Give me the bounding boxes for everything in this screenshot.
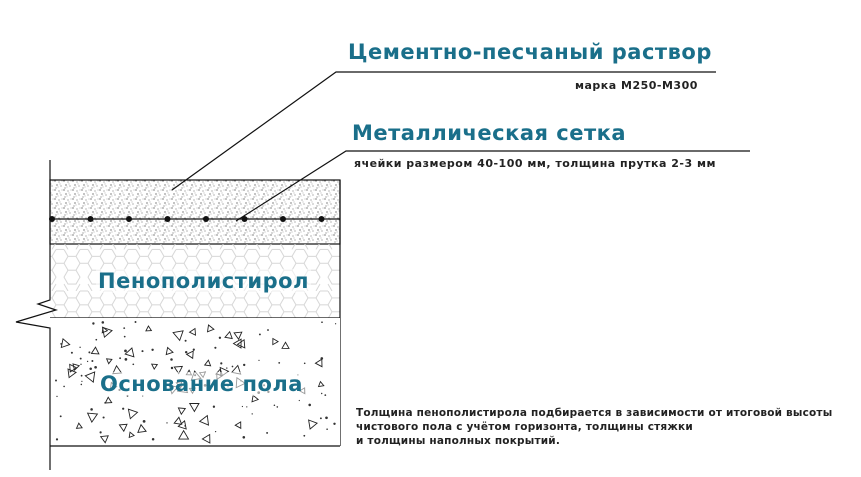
aggregate-dot bbox=[151, 349, 153, 351]
aggregate-dot bbox=[141, 350, 143, 352]
aggregate-dot bbox=[304, 363, 306, 365]
mesh-rod bbox=[165, 216, 171, 222]
note-line: чистового пола с учётом горизонта, толщины стяжки bbox=[356, 421, 693, 433]
aggregate-dot bbox=[320, 357, 323, 360]
aggregate-dot bbox=[71, 352, 73, 354]
aggregate-dot bbox=[123, 327, 125, 329]
aggregate-dot bbox=[213, 406, 215, 408]
aggregate-dot bbox=[89, 368, 92, 371]
mesh-rod bbox=[203, 216, 209, 222]
aggregate-dot bbox=[60, 343, 62, 345]
aggregate-dot bbox=[335, 323, 336, 324]
aggregate-dot bbox=[92, 322, 94, 324]
aggregate-dot bbox=[87, 361, 88, 362]
aggregate-dot bbox=[321, 321, 323, 323]
aggregate-dot bbox=[90, 408, 93, 411]
note-line: и толщины наполных покрытий. bbox=[356, 435, 561, 447]
aggregate-dot bbox=[119, 357, 121, 359]
aggregate-dot bbox=[60, 415, 62, 417]
aggregate-dot bbox=[91, 360, 93, 362]
aggregate-dot bbox=[171, 367, 173, 369]
aggregate-dot bbox=[94, 366, 97, 369]
aggregate-dot bbox=[88, 351, 90, 353]
aggregate-dot bbox=[185, 340, 187, 342]
aggregate-dot bbox=[56, 438, 58, 440]
mortar-layer bbox=[50, 180, 340, 244]
aggregate-dot bbox=[135, 321, 137, 323]
mesh-rod bbox=[319, 216, 325, 222]
aggregate-dot bbox=[226, 367, 227, 368]
aggregate-dot bbox=[166, 422, 167, 423]
aggregate-dot bbox=[81, 381, 82, 382]
aggregate-dot bbox=[100, 431, 102, 433]
aggregate-dot bbox=[56, 396, 57, 397]
aggregate-dot bbox=[124, 350, 127, 353]
aggregate-dot bbox=[267, 329, 269, 331]
aggregate-dot bbox=[81, 375, 83, 377]
aggregate-dot bbox=[143, 420, 146, 423]
aggregate-dot bbox=[215, 431, 216, 432]
aggregate-dot bbox=[243, 364, 245, 366]
aggregate-dot bbox=[104, 402, 106, 404]
thickness-note bbox=[356, 406, 846, 448]
aggregate-dot bbox=[303, 435, 305, 437]
foam-layer-label: Пенополистирол bbox=[98, 269, 309, 293]
mesh-rod bbox=[280, 216, 286, 222]
aggregate-dot bbox=[95, 339, 97, 341]
aggregate-dot bbox=[80, 364, 81, 365]
aggregate-dot bbox=[266, 432, 268, 434]
aggregate-dot bbox=[252, 413, 253, 414]
aggregate-dot bbox=[243, 436, 246, 439]
aggregate-dot bbox=[193, 349, 195, 351]
aggregate-dot bbox=[326, 428, 328, 430]
aggregate-dot bbox=[246, 406, 247, 407]
aggregate-dot bbox=[321, 393, 322, 394]
aggregate-dot bbox=[333, 423, 335, 425]
aggregate-dot bbox=[152, 438, 155, 441]
aggregate-dot bbox=[102, 321, 105, 324]
aggregate-dot bbox=[124, 336, 126, 338]
aggregate-dot bbox=[170, 358, 173, 361]
aggregate-dot bbox=[276, 406, 278, 408]
mesh-rod bbox=[126, 216, 132, 222]
aggregate-dot bbox=[132, 363, 134, 365]
aggregate-dot bbox=[220, 362, 222, 364]
aggregate-dot bbox=[103, 416, 105, 418]
mesh-rod bbox=[88, 216, 94, 222]
mortar-subtitle: марка М250-М300 bbox=[575, 79, 698, 92]
aggregate-dot bbox=[122, 408, 124, 410]
aggregate-dot bbox=[79, 347, 80, 348]
aggregate-dot bbox=[320, 417, 322, 419]
aggregate-dot bbox=[278, 362, 280, 364]
aggregate-dot bbox=[274, 404, 276, 406]
aggregate-dot bbox=[63, 386, 65, 388]
aggregate-dot bbox=[259, 333, 261, 335]
aggregate-dot bbox=[81, 384, 83, 386]
aggregate-dot bbox=[80, 358, 82, 360]
mesh-subtitle: ячейки размером 40-100 мм, толщина прутка 2-3 мм bbox=[354, 157, 716, 170]
aggregate-dot bbox=[242, 406, 243, 407]
aggregate-dot bbox=[299, 400, 300, 401]
aggregate-dot bbox=[185, 351, 187, 353]
aggregate-dot bbox=[258, 360, 259, 361]
aggregate-dot bbox=[214, 347, 216, 349]
aggregate-dot bbox=[55, 380, 57, 382]
aggregate-dot bbox=[219, 337, 221, 339]
base-layer-label: Основание пола bbox=[100, 372, 303, 396]
aggregate-dot bbox=[125, 358, 128, 361]
mortar-title: Цементно-песчаный раствор bbox=[348, 40, 712, 64]
note-line: Толщина пенополистирола подбирается в зависимости от итоговой высоты bbox=[356, 407, 833, 419]
aggregate-dot bbox=[324, 394, 326, 396]
mesh-title: Металлическая сетка bbox=[352, 121, 627, 145]
aggregate-dot bbox=[325, 416, 328, 419]
aggregate-dot bbox=[184, 425, 185, 426]
aggregate-dot bbox=[232, 366, 234, 368]
aggregate-dot bbox=[308, 404, 311, 407]
